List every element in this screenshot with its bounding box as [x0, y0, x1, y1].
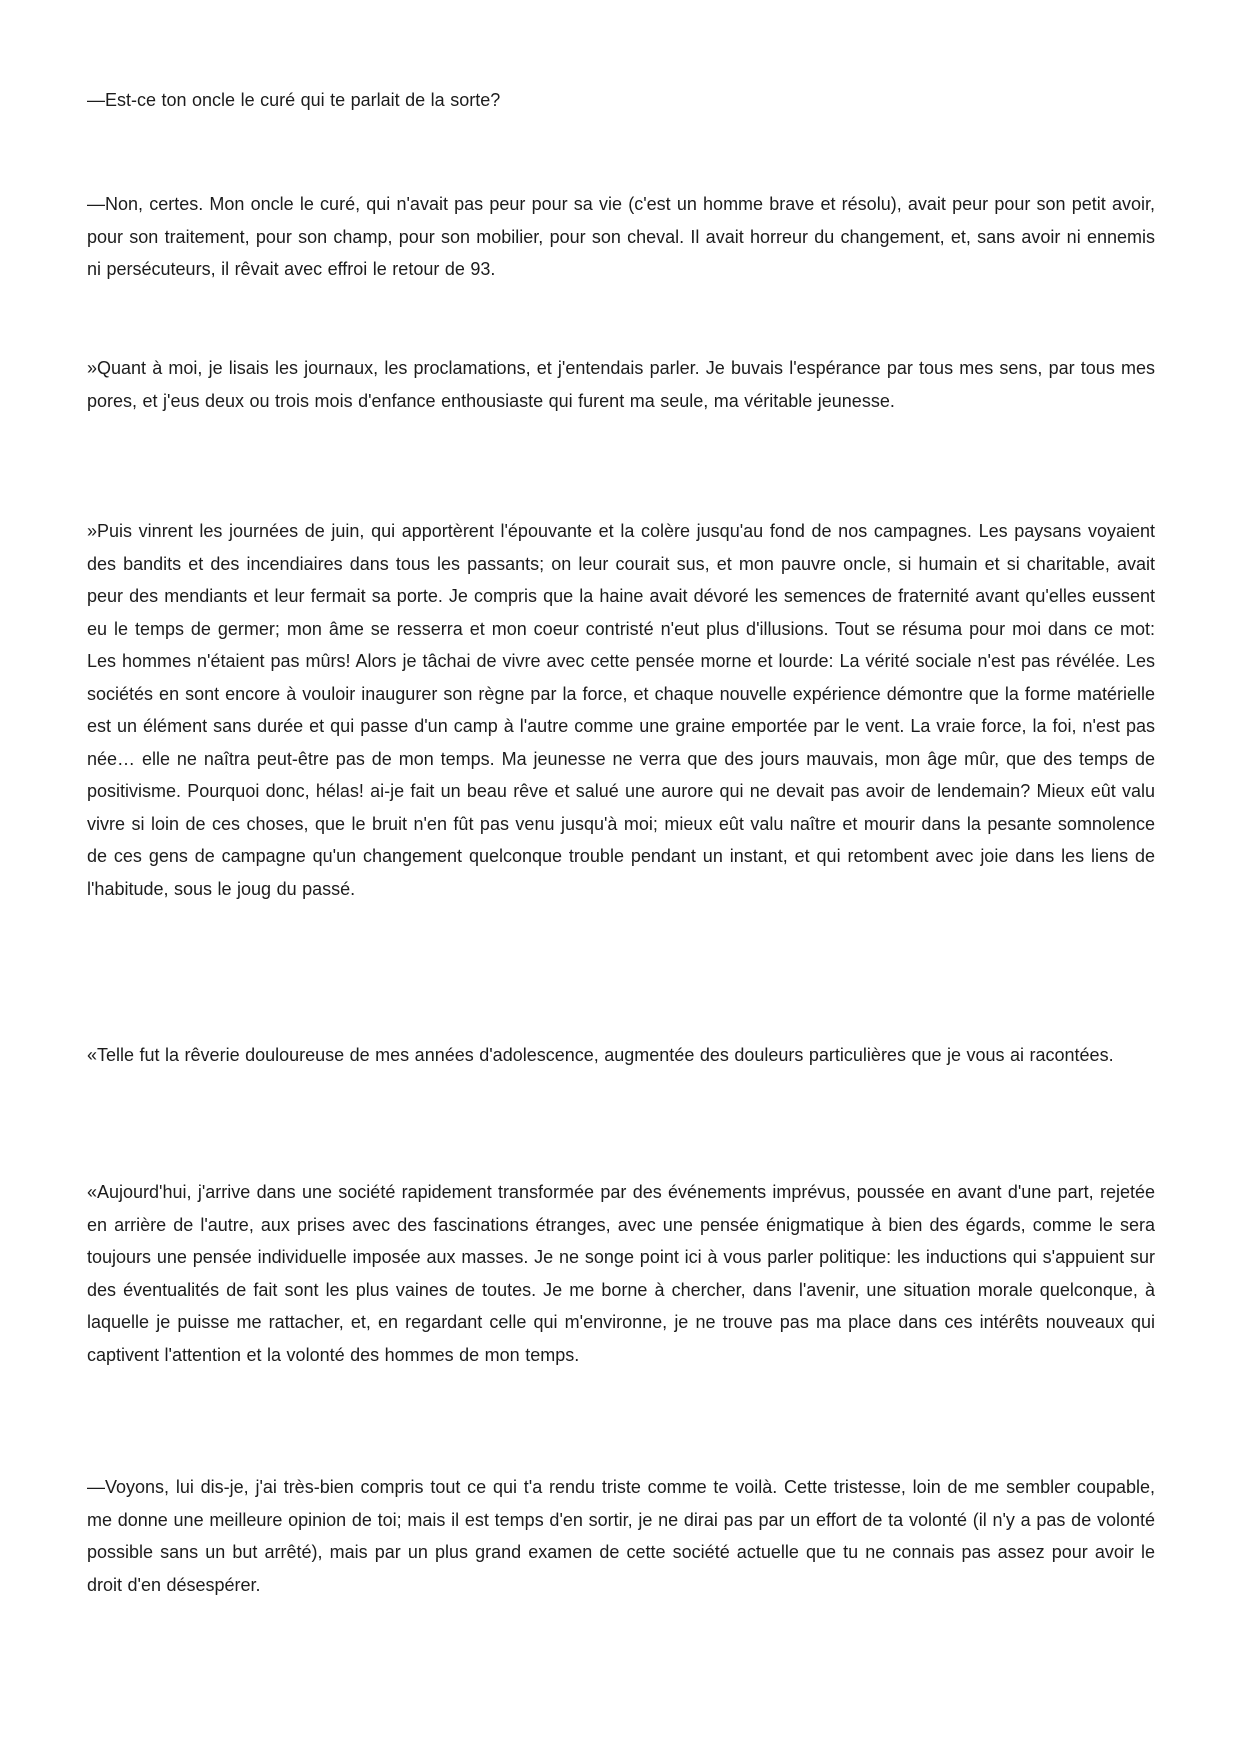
paragraph: —Est-ce ton oncle le curé qui te parlait de la sorte?	[87, 90, 501, 110]
paragraph: «Aujourd'hui, j'arrive dans une société rapidement transformée par des événements imprévus, poussée en avant d'une part, rejetée en arrière de l'autre, aux prises avec des fascinations étranges, avec une pensée énigmatique à bien des égards, comme le sera toujours une pensée individuelle imposée aux masses. Je ne songe point ici à vous parler politique: les inductions qui s'appuient sur des éventualités de fait sont les plus vaines de toutes. Je me borne à chercher, dans l'avenir, une situation morale quelconque, à laquelle je puisse me rattacher, et, en regardant celle qui m'environne, je ne trouve pas ma place dans ces intérêts nouveaux qui captivent l'attention et la volonté des hommes de mon temps.	[87, 1182, 1155, 1365]
paragraph: —Voyons, lui dis-je, j'ai très-bien compris tout ce qui t'a rendu triste comme te voilà. Cette tristesse, loin de me sembler coupable, me donne une meilleure opinion de toi; mais il est temps d'en sortir, je ne dirai pas par un effort de ta volonté (il n'y a pas de volonté possible sans un but arrêté), mais par un plus grand examen de cette société actuelle que tu ne connais pas assez pour avoir le droit d'en désespérer.	[87, 1477, 1155, 1595]
paragraph: «Telle fut la rêverie douloureuse de mes années d'adolescence, augmentée des douleurs particulières que je vous ai racontées.	[87, 1045, 1114, 1065]
paragraph: »Puis vinrent les journées de juin, qui apportèrent l'épouvante et la colère jusqu'au fond de nos campagnes. Les paysans voyaient des bandits et des incendiaires dans tous les passants; on leur courait sus, et mon pauvre oncle, si humain et si charitable, avait peur des mendiants et leur fermait sa porte. Je compris que la haine avait dévoré les semences de fraternité avant qu'elles eussent eu le temps de germer; mon âme se resserra et mon coeur contristé n'eut plus d'illusions. Tout se résuma pour moi dans ce mot: Les hommes n'étaient pas mûrs! Alors je tâchai de vivre avec cette pensée morne et lourde: La vérité sociale n'est pas révélée. Les sociétés en sont encore à vouloir inaugurer son règne par la force, et chaque nouvelle expérience démontre que la forme matérielle est un élément sans durée et qui passe d'un camp à l'autre comme une graine emportée par le vent. La vraie force, la foi, n'est pas née… elle ne naîtra peut-être pas de mon temps. Ma jeunesse ne verra que des jours mauvais, mon âge mûr, que des temps de positivisme. Pourquoi donc, hélas! ai-je fait un beau rêve et salué une aurore qui ne devait pas avoir de lendemain? Mieux eût valu vivre si loin de ces choses, que le bruit n'en fût pas venu jusqu'à moi; mieux eût valu naître et mourir dans la pesante somnolence de ces gens de campagne qu'un changement quelconque trouble pendant un instant, et qui retombent avec joie dans les liens de l'habitude, sous le joug du passé.	[87, 521, 1155, 899]
paragraph: »Quant à moi, je lisais les journaux, les proclamations, et j'entendais parler. Je buvais l'espérance par tous mes sens, par tous mes pores, et j'eus deux ou trois mois d'enfance enthousiaste qui furent ma seule, ma véritable jeunesse.	[87, 358, 1155, 411]
paragraph: —Non, certes. Mon oncle le curé, qui n'avait pas peur pour sa vie (c'est un homme brave et résolu), avait peur pour son petit avoir, pour son traitement, pour son champ, pour son mobilier, pour son cheval. Il avait horreur du changement, et, sans avoir ni ennemis ni persécuteurs, il rêvait avec effroi le retour de 93.	[87, 194, 1155, 279]
